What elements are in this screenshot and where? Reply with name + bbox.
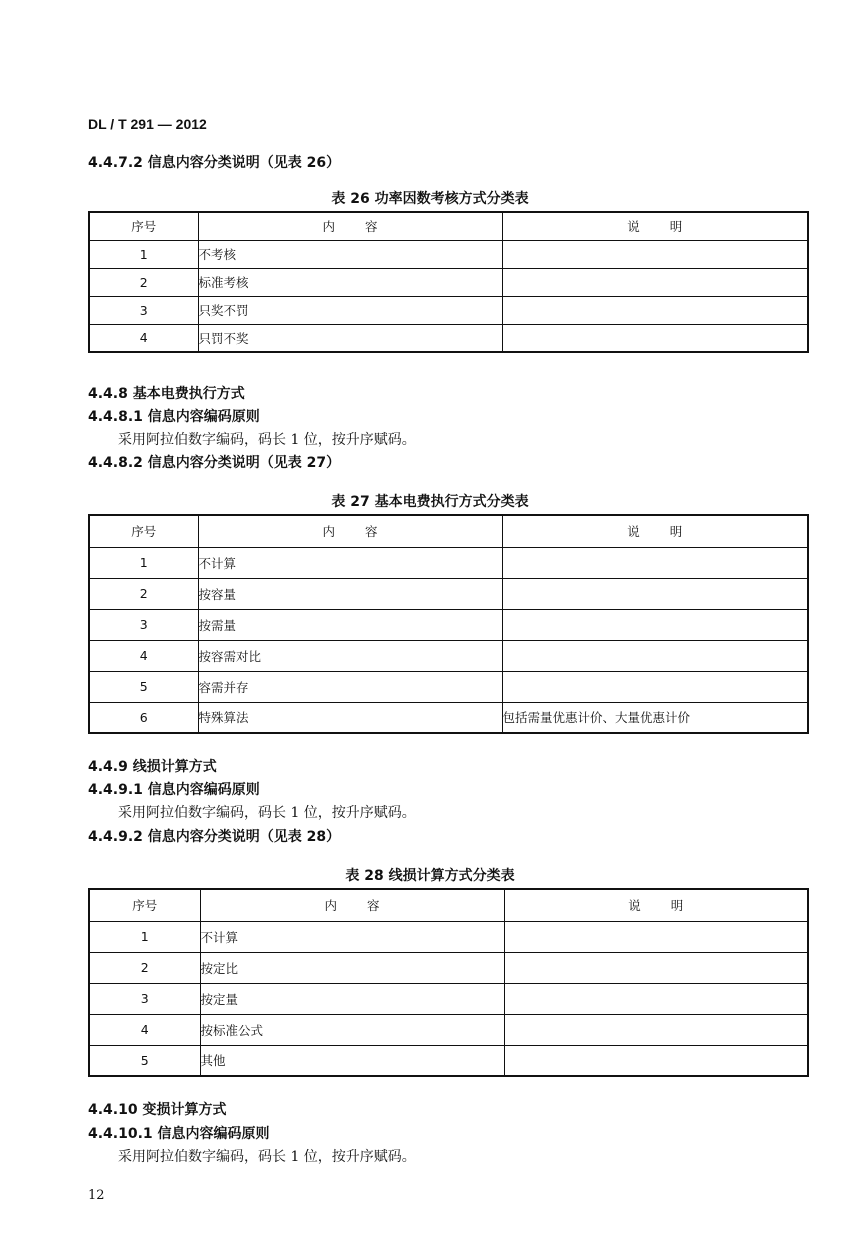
cell-note	[502, 296, 808, 324]
cell-content: 按容量	[198, 578, 502, 609]
cell-content: 不计算	[198, 547, 502, 578]
cell-index: 3	[89, 296, 198, 324]
cell-content: 不计算	[200, 921, 504, 952]
section-4-4-9-heading: 4.4.9 线损计算方式	[88, 759, 217, 775]
section-4-4-8-1-paragraph: 采用阿拉伯数字编码，码长 1 位，按升序赋码。	[118, 432, 416, 448]
table-28-caption: 表 28 线损计算方式分类表	[345, 868, 515, 884]
table-row	[89, 296, 808, 324]
table-header-row	[89, 889, 808, 921]
cell-note	[502, 578, 808, 609]
cell-content: 按定比	[200, 952, 504, 983]
cell-index: 6	[89, 702, 198, 733]
section-4-4-9-2-heading: 4.4.9.2 信息内容分类说明（见表 28）	[88, 829, 341, 845]
cell-note: 包括需量优惠计价、大量优惠计价	[502, 702, 808, 733]
table-row	[89, 921, 808, 952]
col-header-note: 说明	[504, 889, 808, 921]
col-header-content: 内容	[198, 212, 502, 240]
cell-index: 3	[89, 983, 200, 1014]
table-28	[88, 888, 809, 1077]
col-header-content: 内容	[198, 515, 502, 547]
cell-note	[504, 1045, 808, 1076]
cell-content: 只罚不奖	[198, 324, 502, 352]
document-header: DL / T 291 — 2012	[88, 116, 207, 132]
cell-note	[502, 268, 808, 296]
cell-note	[502, 324, 808, 352]
cell-index: 2	[89, 952, 200, 983]
section-4-4-8-2-heading: 4.4.8.2 信息内容分类说明（见表 27）	[88, 455, 341, 471]
table-row	[89, 578, 808, 609]
cell-note	[504, 1014, 808, 1045]
section-4-4-10-heading: 4.4.10 变损计算方式	[88, 1102, 227, 1118]
table-row	[89, 240, 808, 268]
cell-content: 只奖不罚	[198, 296, 502, 324]
page-number: 12	[88, 1188, 105, 1203]
cell-index: 5	[89, 1045, 200, 1076]
section-4-4-9-1-paragraph: 采用阿拉伯数字编码，码长 1 位，按升序赋码。	[118, 805, 416, 821]
cell-content: 按容需对比	[198, 640, 502, 671]
cell-content: 按标准公式	[200, 1014, 504, 1045]
section-4-4-9-1-heading: 4.4.9.1 信息内容编码原则	[88, 782, 260, 798]
table-row	[89, 324, 808, 352]
cell-index: 5	[89, 671, 198, 702]
section-4-4-8-1-heading: 4.4.8.1 信息内容编码原则	[88, 409, 260, 425]
col-header-index: 序号	[89, 889, 200, 921]
table-row	[89, 1045, 808, 1076]
cell-index: 4	[89, 640, 198, 671]
table-26-caption: 表 26 功率因数考核方式分类表	[331, 191, 529, 207]
cell-note	[502, 547, 808, 578]
col-header-note: 说明	[502, 212, 808, 240]
col-header-index: 序号	[89, 515, 198, 547]
table-row	[89, 640, 808, 671]
table-row	[89, 983, 808, 1014]
table-row	[89, 702, 808, 733]
table-header-row	[89, 515, 808, 547]
cell-index: 2	[89, 578, 198, 609]
cell-note	[502, 240, 808, 268]
cell-index: 4	[89, 324, 198, 352]
cell-note	[504, 921, 808, 952]
cell-content: 按定量	[200, 983, 504, 1014]
table-row	[89, 1014, 808, 1045]
cell-index: 1	[89, 240, 198, 268]
cell-index: 2	[89, 268, 198, 296]
col-header-index: 序号	[89, 212, 198, 240]
section-4-4-7-2-heading: 4.4.7.2 信息内容分类说明（见表 26）	[88, 155, 341, 171]
table-27-caption: 表 27 基本电费执行方式分类表	[331, 494, 529, 510]
table-27	[88, 514, 809, 734]
table-row	[89, 268, 808, 296]
table-row	[89, 609, 808, 640]
table-row	[89, 671, 808, 702]
col-header-content: 内容	[200, 889, 504, 921]
col-header-note: 说明	[502, 515, 808, 547]
cell-note	[502, 609, 808, 640]
table-row	[89, 547, 808, 578]
cell-content: 其他	[200, 1045, 504, 1076]
table-26	[88, 211, 809, 353]
cell-index: 3	[89, 609, 198, 640]
cell-index: 1	[89, 547, 198, 578]
section-4-4-10-1-heading: 4.4.10.1 信息内容编码原则	[88, 1126, 270, 1142]
section-4-4-10-1-paragraph: 采用阿拉伯数字编码，码长 1 位，按升序赋码。	[118, 1149, 416, 1165]
cell-note	[504, 952, 808, 983]
section-4-4-8-heading: 4.4.8 基本电费执行方式	[88, 386, 245, 402]
cell-content: 容需并存	[198, 671, 502, 702]
cell-content: 特殊算法	[198, 702, 502, 733]
cell-content: 按需量	[198, 609, 502, 640]
cell-content: 不考核	[198, 240, 502, 268]
cell-index: 1	[89, 921, 200, 952]
cell-note	[504, 983, 808, 1014]
table-row	[89, 952, 808, 983]
table-header-row	[89, 212, 808, 240]
cell-content: 标准考核	[198, 268, 502, 296]
cell-note	[502, 640, 808, 671]
cell-index: 4	[89, 1014, 200, 1045]
cell-note	[502, 671, 808, 702]
